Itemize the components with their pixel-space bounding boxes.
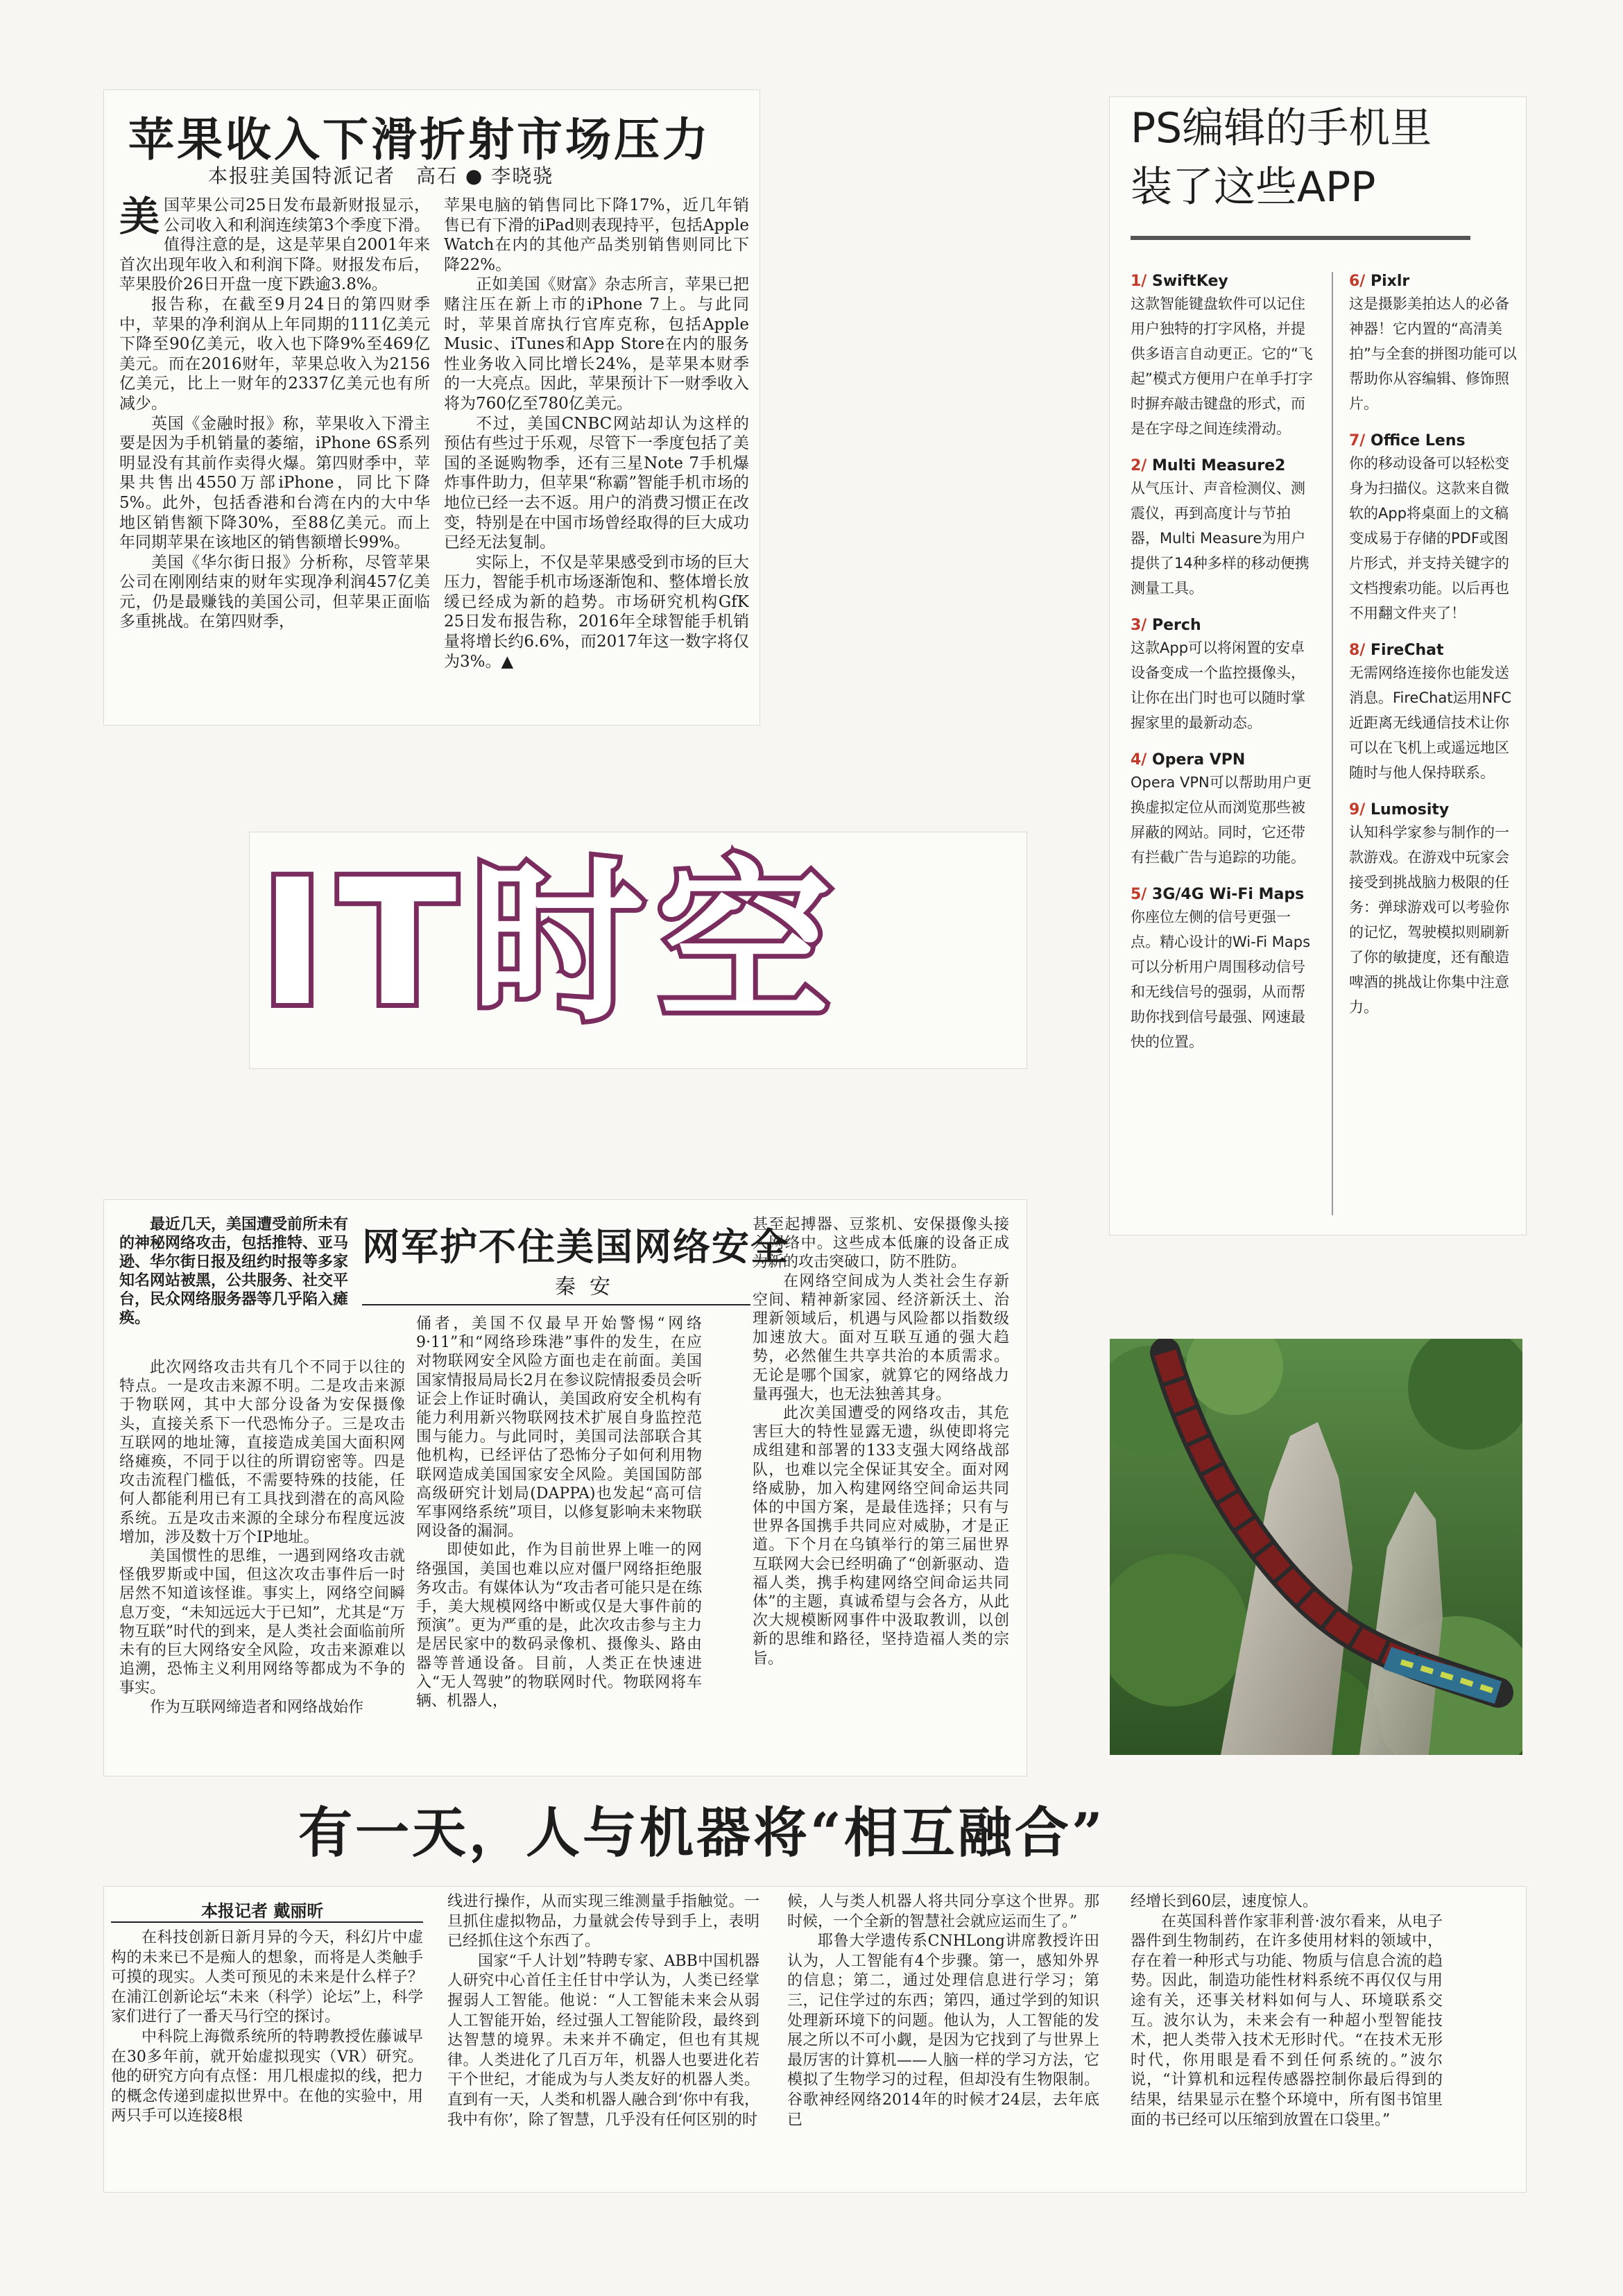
item-number: 8/ bbox=[1349, 642, 1366, 659]
item-number: 1/ bbox=[1131, 273, 1147, 290]
item-text: 你的移动设备可以轻松变身为扫描仪。这款来自微软的App将桌面上的文稿变成易于存储的PDF或图片形式，并支持关键字的文档搜索功能。以后再也不用翻文件夹了！ bbox=[1349, 455, 1509, 622]
apple-byline: 本报驻美国特派记者 高石 ● 李晓骁 bbox=[208, 164, 554, 187]
paragraph: 在科技创新日新月异的今天，科幻片中虚构的未来已不是痴人的想象，而将是人类触手可摸的现实。人类可预见的未来是什么样子？在浦江创新论坛“未来（科学）论坛”上，科学家们进行了一番天马行空的探讨。 bbox=[111, 1929, 423, 2026]
item-text: 你座位左侧的信号更强一点。精心设计的Wi-Fi Maps可以分析用户周围移动信号和无线信号的强弱，从而帮助你找到信号最强、网速最快的位置。 bbox=[1131, 909, 1311, 1050]
it-banner-text: IT时空 bbox=[260, 842, 845, 1044]
cyber-author: 秦安 bbox=[555, 1275, 624, 1299]
train-jungle-photo bbox=[1110, 1339, 1522, 1755]
item-name: Pixlr bbox=[1371, 273, 1410, 290]
ps-column-divider bbox=[1332, 272, 1333, 1215]
paragraph: 国苹果公司25日发布最新财报显示，公司收入和利润连续第3个季度下滑。值得注意的是，这是苹果自2001年来首次出现年收入和利润下降。财报发布后，苹果股价26日开盘一度下跌逾3.8%。 bbox=[119, 196, 430, 294]
item-text: Opera VPN可以帮助用户更换虚拟定位从而浏览那些被屏蔽的网站。同时，它还带有拦截广告与追踪的功能。 bbox=[1131, 774, 1312, 866]
item-text: 从气压计、声音检测仪、测震仪，再到高度计与节拍器，Multi Measure为用户提供了14种多样的移动便携测量工具。 bbox=[1131, 480, 1309, 597]
paragraph: 中科院上海微系统所的特聘教授佐藤诚早在30多年前，就开始虚拟现实（VR）研究。他的研究方向有点怪：用几根虚拟的线，把力的概念传递到虚拟世界中。在他的实验中，用两只手可以连接8根 bbox=[111, 2028, 423, 2125]
paragraph: 在网络空间成为人类社会生存新空间、精神新家园、经济新沃土、治理新领域后，机遇与风险都以指数级加速放大。面对互联互通的强大趋势，必然催生共享共治的本质需求。无论是哪个国家，就算它的网络战力量再强大，也无法独善其身。 bbox=[753, 1272, 1009, 1403]
paragraph: 报告称，在截至9月24日的第四财季中，苹果的净利润从上年同期的111亿美元下降至90亿美元，收入也下降9%至469亿美元。而在2016财年，苹果总收入为2156亿美元，比上一财年的2337亿美元也有所减少。 bbox=[119, 295, 430, 413]
ps-title-line-1: PS编辑的手机里 bbox=[1131, 104, 1432, 153]
fusion-byline-rule bbox=[111, 1921, 423, 1923]
apple-drop-cap: 美 bbox=[119, 196, 160, 240]
item-name: Perch bbox=[1152, 617, 1201, 634]
fusion-headline: 有一天，人与机器将“相互融合” bbox=[298, 1801, 1106, 1865]
paragraph: 正如美国《财富》杂志所言，苹果已把赌注压在新上市的iPhone 7上。与此同时，苹果首席执行官库克称，包括Apple Music、iTunes和App Store在内的服务性业务收入同比增长24%，是苹果本财季的一大亮点。因此，苹果预计下一财季收入将为760亿至780亿美元。 bbox=[444, 275, 749, 413]
paragraph: 耶鲁大学遗传系CNHLong讲席教授许田认为，人工智能有4个步骤。第一，感知外界的信息；第二，通过处理信息进行学习；第三，记住学过的东西；第四，通过学到的知识处理新环境下的问题。他认为，人工智能的发展之所以不可小觑，是因为它找到了与世界上最厉害的计算机——人脑一样的学习方法，它模拟了生物学习的过程，但却没有生物限制。谷歌神经网络2014年的时候才24层，去年底已 bbox=[787, 1933, 1099, 2129]
paragraph: 作为互联网缔造者和网络战始作 bbox=[150, 1698, 364, 1716]
fusion-column-3 bbox=[787, 1892, 1099, 2187]
list-item bbox=[1131, 885, 1318, 1054]
item-name: FireChat bbox=[1371, 642, 1444, 659]
paragraph: 候，人与类人机器人将共同分享这个世界。那时候，一个全新的智慧社会就应运而生了。” bbox=[787, 1893, 1099, 1930]
item-text: 无需网络连接你也能发送消息。FireChat运用NFC近距离无线通信技术让你可以在飞机上或遥远地区随时与他人保持联系。 bbox=[1349, 665, 1512, 781]
ps-title-line-2: 装了这些APP bbox=[1131, 163, 1376, 212]
fusion-column-1 bbox=[111, 1928, 423, 2185]
item-name: Opera VPN bbox=[1152, 751, 1246, 769]
list-item bbox=[1131, 456, 1318, 601]
item-name: SwiftKey bbox=[1152, 273, 1228, 290]
item-number: 6/ bbox=[1349, 273, 1366, 290]
apple-column-2 bbox=[444, 196, 749, 716]
photo-illustration bbox=[1110, 1339, 1522, 1755]
cyber-column-3 bbox=[753, 1215, 1009, 1770]
list-item bbox=[1131, 751, 1318, 870]
paragraph: 苹果电脑的销售同比下降17%，近几年销售已有下滑的iPad则表现持平，包括Apple Watch在内的其他产品类别销售则同比下降22%。 bbox=[444, 196, 749, 274]
it-banner bbox=[260, 839, 1016, 1068]
paragraph: 线进行操作，从而实现三维测量手指触觉。一旦抓住虚拟物品，力量就会传导到手上，表明已经抓住这个东西了。 bbox=[447, 1893, 759, 1951]
paragraph: 实际上，不仅是苹果感受到市场的巨大压力，智能手机市场逐渐饱和、整体增长放缓已经成为新的趋势。市场研究机构GfK 25日发布报告称，2016年全球智能手机销量将增长约6.6%，而2017年这一数字将仅为3%。▲ bbox=[444, 553, 749, 671]
cyber-title-rule bbox=[362, 1304, 750, 1305]
paragraph: 英国《金融时报》称，苹果收入下滑主要是因为手机销量的萎缩，iPhone 6S系列明显没有其前作卖得火爆。第四财季中，苹果共售出4550万部iPhone，同比下降5%。此外，包括香港和台湾在内的大中华地区销售额下降30%，至88亿美元。而上年同期苹果在该地区的销售额增长99%。 bbox=[119, 414, 430, 552]
paragraph: 最近几天，美国遭受前所未有的神秘网络攻击，包括推特、亚马逊、华尔街日报及纽约时报等多家知名网站被黑，公共服务、社交平台，民众网络服务器等几乎陷入瘫痪。 bbox=[119, 1215, 348, 1327]
cyber-column-2 bbox=[416, 1314, 702, 1765]
item-text: 这款App可以将闲置的安卓设备变成一个监控摄像头，让你在出门时也可以随时掌握家里的最新动态。 bbox=[1131, 640, 1305, 731]
ps-list-left bbox=[1131, 272, 1318, 1070]
paragraph: 美国惯性的思维，一遇到网络攻击就怪俄罗斯或中国，但这次攻击事件后一时居然不知道该怪谁。事实上，网络空间瞬息万变，“未知远远大于已知”，尤其是“万物互联”时代的到来，是人类社会面临前所未有的巨大网络安全风险，攻击来源难以追溯，恐怖主义利用网络等都成为不争的事实。 bbox=[119, 1548, 405, 1697]
item-number: 9/ bbox=[1349, 801, 1366, 819]
ps-title-rule bbox=[1131, 236, 1470, 240]
paragraph: 即使如此，作为目前世界上唯一的网络强国，美国也难以应对僵尸网络拒绝服务攻击。有媒体认为“攻击者可能只是在练手，美大规模网络中断或仅是大事件前的预演”。更为严重的是，此次攻击参与主力是居民家中的数码录像机、摄像头、路由器等普通设备。目前，人类正在快速进入“无人驾驶”的物联网时代。物联网将车辆、机器人， bbox=[416, 1541, 702, 1711]
list-item bbox=[1131, 616, 1318, 735]
paragraph: 甚至起搏器、豆浆机、安保摄像头接入网络中。这些成本低廉的设备正成为新的攻击突破口，防不胜防。 bbox=[753, 1216, 1009, 1271]
item-number: 5/ bbox=[1131, 886, 1147, 903]
list-item bbox=[1349, 800, 1522, 1020]
fusion-column-4 bbox=[1131, 1892, 1443, 2187]
cyber-column-1 bbox=[119, 1358, 405, 1764]
fusion-byline: 本报记者 戴丽昕 bbox=[201, 1901, 324, 1921]
item-text: 这款智能键盘软件可以记住用户独特的打字风格，并提供多语言自动更正。它的“飞起”模式方便用户在单手打字时摒弃敲击键盘的形式，而是在字母之间连续滑动。 bbox=[1131, 295, 1313, 437]
paragraph: 俑者，美国不仅最早开始警惕“网络9·11”和“网络珍珠港”事件的发生，在应对物联网安全风险方面也走在前面。美国国家情报局局长2月在参议院情报委员会听证会上作证时确认，美国政府安全机构有能力利用新兴物联网技术扩展自身监控范围与能力。与此同时，美国司法部联合其他机构，已经评估了恐怖分子如何利用物联网造成美国国家安全风险。美国国防部高级研究计划局(DAPPA)也发起“高可信军事网络系统”项目，以修复影响未来物联网设备的漏洞。 bbox=[416, 1315, 702, 1541]
item-text: 这是摄影美拍达人的必备神器！它内置的“高清美拍”与全套的拼图功能可以帮助你从容编辑、修饰照片。 bbox=[1349, 295, 1517, 412]
item-number: 2/ bbox=[1131, 457, 1147, 474]
item-text: 认知科学家参与制作的一款游戏。在游戏中玩家会接受到挑战脑力极限的任务：弹球游戏可以考验你的记忆，驾驶模拟则刷新了你的敏捷度，还有酿造啤酒的挑战让你集中注意力。 bbox=[1349, 824, 1509, 1016]
paragraph: 在英国科普作家菲利普·波尔看来，从电子器件到生物制药，在许多使用材料的领域中，存在着一种形式与功能、物质与信息合流的趋势。因此，制造功能性材料系统不再仅仅与用途有关，还事关材料如何与人、环境联系交互。波尔认为，未来会有一种超小型智能技术，把人类带入技术无形时代。“在技术无形时代，你用眼是看不到任何系统的。”波尔说，“计算机和远程传感器控制你最后得到的结果，结果显示在整个环境中，所有图书馆里面的书已经可以压缩到放置在口袋里。” bbox=[1131, 1912, 1443, 2129]
item-name: Office Lens bbox=[1371, 432, 1466, 449]
cyber-headline: 网军护不住美国网络安全 bbox=[362, 1224, 789, 1269]
apple-column-1 bbox=[119, 196, 430, 716]
paragraph: 美国《华尔街日报》分析称，尽管苹果公司在刚刚结束的财年实现净利润457亿美元，仍是最赚钱的美国公司，但苹果正面临多重挑战。在第四财季， bbox=[119, 553, 430, 631]
list-item bbox=[1349, 641, 1522, 785]
item-name: 3G/4G Wi-Fi Maps bbox=[1152, 886, 1305, 903]
item-name: Lumosity bbox=[1371, 801, 1450, 819]
paragraph: 经增长到60层，速度惊人。 bbox=[1131, 1893, 1318, 1910]
list-item bbox=[1349, 272, 1522, 416]
apple-headline: 苹果收入下滑折射市场压力 bbox=[128, 112, 711, 166]
ps-list-right bbox=[1349, 272, 1522, 1035]
paragraph: 不过，美国CNBC网站却认为这样的预估有些过于乐观，尽管下一季度包括了美国的圣诞购物季，还有三星Note 7手机爆炸事件助力，但苹果“称霸”智能手机市场的地位已经一去不返。用户的消费习惯正在改变，特别是在中国市场曾经取得的巨大成功已经无法复制。 bbox=[444, 414, 749, 552]
paragraph: 国家“千人计划”特聘专家、ABB中国机器人研究中心首任主任甘中学认为，人类已经掌握弱人工智能。他说：“人工智能未来会从弱人工智能开始，经过强人工智能阶段，最终到达智慧的境界。未来并不确定，但也有其规律。人类进化了几百万年，机器人也要进化若干个世纪，才能成为与人类友好的机器人类。直到有一天，人类和机器人融合到‘你中有我，我中有你’，除了智慧，几乎没有任何区别的时 bbox=[447, 1952, 759, 2129]
item-number: 3/ bbox=[1131, 617, 1147, 634]
item-name: Multi Measure2 bbox=[1152, 457, 1286, 474]
paragraph: 此次网络攻击共有几个不同于以往的特点。一是攻击来源不明。二是攻击来源于物联网，其中大部分设备为安保摄像头，直接关系下一代恐怖分子。三是攻击互联网的地址簿，直接造成美国大面积网络瘫痪，不同于以往的所谓窃密等。四是攻击流程门槛低，不需要特殊的技能，任何人都能利用已有工具找到潜在的高风险系统。五是攻击来源的全球分布程度远波增加，涉及数十万个IP地址。 bbox=[119, 1359, 405, 1546]
list-item bbox=[1131, 272, 1318, 441]
fusion-column-2 bbox=[447, 1892, 759, 2187]
paragraph: 此次美国遭受的网络攻击，其危害巨大的特性显露无遗，纵使即将完成组建和部署的133支强大网络战部队，也难以完全保证其安全。面对网络威胁，加入构建网络空间命运共同体的中国方案，是最佳选择；只有与世界各国携手共同应对威胁，才是正道。下个月在乌镇举行的第三届世界互联网大会已经明确了“创新驱动、造福人类，携手构建网络空间命运共同体”的主题，真诚希望与会各方，从此次大规模断网事件中汲取教训，以创新的思维和路径，坚持造福人类的宗旨。 bbox=[753, 1405, 1009, 1668]
cyber-lead bbox=[119, 1215, 348, 1354]
item-number: 4/ bbox=[1131, 751, 1147, 769]
list-item bbox=[1349, 431, 1522, 626]
item-number: 7/ bbox=[1349, 432, 1366, 449]
